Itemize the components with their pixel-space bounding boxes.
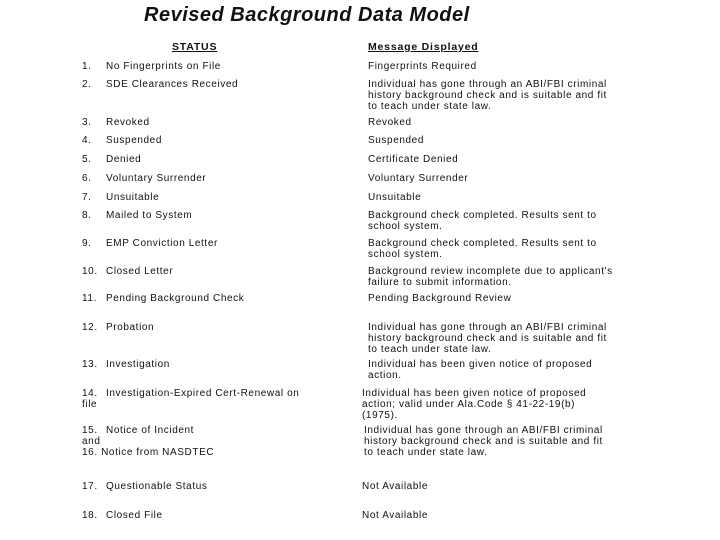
message-cell: Individual has gone through an ABI/FBI criminal history background check and is suitable and fit to teach under state law. (364, 425, 603, 458)
status-cell (82, 481, 362, 492)
message-cell: Revoked (368, 117, 412, 128)
row-number: 6. (82, 173, 92, 184)
row-number: 18. (82, 510, 98, 521)
row-number: 13. (82, 359, 98, 370)
status-cell (82, 61, 362, 72)
row-number: 7. (82, 192, 92, 203)
row-number: 1. (82, 61, 92, 72)
row-number: 5. (82, 154, 92, 165)
status-text: No Fingerprints on File (106, 61, 221, 72)
message-cell: Fingerprints Required (368, 61, 477, 72)
row-number: 11. (82, 293, 97, 304)
status-text: Questionable Status (106, 481, 208, 492)
status-cell (82, 173, 362, 184)
message-cell: Background check completed. Results sent to school system. (368, 210, 597, 232)
row-number: 14. (82, 388, 98, 399)
status-text: Denied (106, 154, 142, 165)
message-cell: Individual has gone through an ABI/FBI criminal history background check and is suitable and fit to teach under state law. (368, 322, 607, 355)
status-text: SDE Clearances Received (106, 79, 239, 90)
row-number: 12. (82, 322, 98, 333)
status-text: EMP Conviction Letter (106, 238, 218, 249)
status-text: Revoked (106, 117, 150, 128)
message-cell: Not Available (362, 481, 428, 492)
row-number: 10. (82, 266, 98, 277)
message-column-header: Message Displayed (368, 41, 479, 53)
status-text: Mailed to System (106, 210, 193, 221)
status-cell (82, 359, 362, 370)
status-cell (82, 79, 362, 90)
status-cell (82, 425, 362, 458)
status-cell (82, 192, 362, 203)
row-number: 4. (82, 135, 92, 146)
message-cell: Background review incomplete due to applicant's failure to submit information. (368, 266, 613, 288)
status-cell (82, 238, 362, 249)
message-cell: Pending Background Review (368, 293, 512, 304)
status-cell (82, 210, 362, 221)
message-cell: Individual has gone through an ABI/FBI criminal history background check and is suitable and fit to teach under state law. (368, 79, 607, 112)
status-cell (82, 154, 362, 165)
row-number: 8. (82, 210, 92, 221)
message-cell: Individual has been given notice of proposed action. (368, 359, 593, 381)
row-number: 2. (82, 79, 92, 90)
status-text: Pending Background Check (106, 293, 245, 304)
status-cell (82, 293, 362, 304)
status-cell (82, 135, 362, 146)
message-cell: Suspended (368, 135, 425, 146)
message-cell: Not Available (362, 510, 428, 521)
status-text: Suspended (106, 135, 163, 146)
row-number: 15. (82, 425, 98, 436)
message-cell: Background check completed. Results sent to school system. (368, 238, 597, 260)
status-cell (82, 510, 362, 521)
status-cell (82, 322, 362, 333)
status-text: Voluntary Surrender (106, 173, 207, 184)
row-number: 3. (82, 117, 92, 128)
row-number: 9. (82, 238, 92, 249)
page-title: Revised Background Data Model (144, 4, 470, 26)
status-text: Probation (106, 322, 155, 333)
status-text: Unsuitable (106, 192, 160, 203)
status-cell (82, 266, 362, 277)
status-cell (82, 117, 362, 128)
status-text: Notice of Incident and 16. Notice from NASDTEC (82, 425, 215, 458)
message-cell: Voluntary Surrender (368, 173, 469, 184)
message-cell: Certificate Denied (368, 154, 459, 165)
status-column-header: STATUS (172, 41, 218, 53)
status-text: Closed File (106, 510, 163, 521)
status-text: Closed Letter (106, 266, 174, 277)
status-text: Investigation (106, 359, 170, 370)
message-cell: Individual has been given notice of proposed action; valid under Ala.Code § 41-22-19(b) (1975). (362, 388, 587, 421)
row-number: 17. (82, 481, 98, 492)
message-cell: Unsuitable (368, 192, 422, 203)
status-text: Investigation-Expired Cert-Renewal on file (82, 388, 300, 410)
status-cell (82, 388, 362, 410)
